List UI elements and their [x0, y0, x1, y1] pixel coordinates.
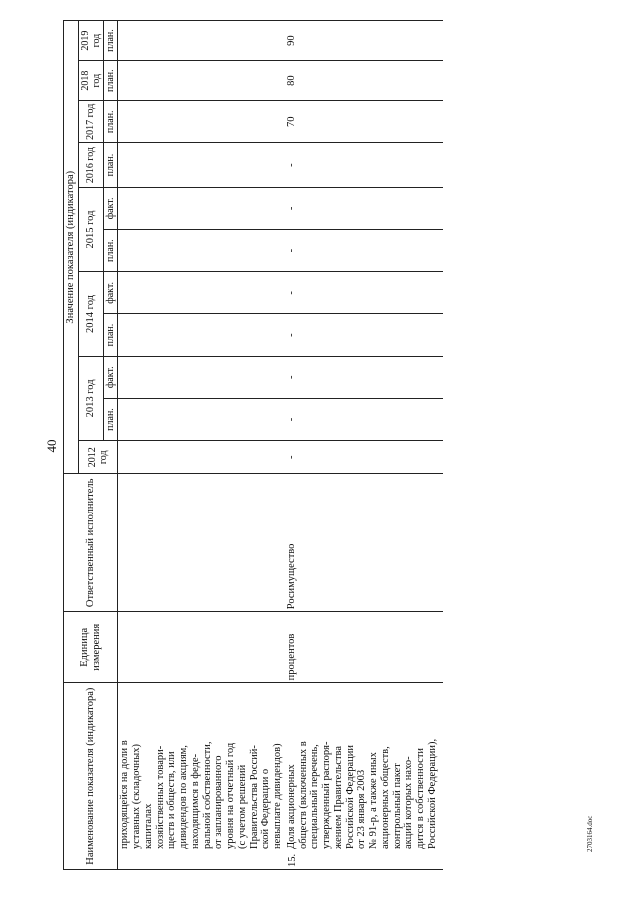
header-2019: 2019 год — [78, 21, 103, 61]
header-2015: 2015 год — [78, 187, 103, 271]
value-2014-fact: - — [285, 272, 443, 314]
indicator-name-15: 15. Доля акционерных обществ (включенных в специальный перечень, утвержденный распоря- жением Правительства Российской Федерации от 23 января 2003 № 91-р, а также иных акционерных обществ, контрольный пакет акций которых нахо- дится в собственности Российской Федерации), — [285, 683, 443, 870]
footer-doc-name: 2703164.doc — [586, 815, 594, 852]
value-2014-plan: - — [285, 314, 443, 356]
header-2018: 2018 год — [78, 61, 103, 101]
header-2014-fact: факт. — [104, 272, 118, 314]
indicators-table — [63, 20, 443, 870]
header-2015-fact: факт. — [104, 187, 118, 229]
header-2013-plan: план. — [104, 398, 118, 440]
header-2013: 2013 год — [78, 356, 103, 440]
page-number: 40 — [44, 439, 59, 453]
value-2015-fact: - — [285, 187, 443, 229]
executor-cell: Росимущество — [285, 474, 443, 612]
header-value-group: Значение показателя (индикатора) — [64, 21, 79, 474]
header-2015-plan: план. — [104, 230, 118, 272]
value-2013-fact: - — [285, 356, 443, 398]
value-2016-plan: - — [285, 143, 443, 187]
header-2014: 2014 год — [78, 272, 103, 356]
rotated-table-container — [63, 20, 553, 870]
header-2016: 2016 год — [78, 143, 103, 187]
header-2017-plan: план. — [104, 101, 118, 143]
header-2019-plan: план. — [104, 21, 118, 61]
header-2012: 2012 год — [78, 441, 118, 474]
header-executor: Ответственный исполнитель — [64, 474, 118, 612]
value-2012: - — [285, 441, 443, 474]
header-2018-plan: план. — [104, 61, 118, 101]
header-2016-plan: план. — [104, 143, 118, 187]
unit-cell: процентов — [285, 612, 443, 683]
table-row-15 — [285, 21, 443, 870]
value-2019-plan: 90 — [285, 21, 443, 61]
table-row-continuation — [118, 21, 285, 870]
row-number: 15. — [286, 853, 298, 867]
value-2017-plan: 70 — [285, 101, 443, 143]
header-2014-plan: план. — [104, 314, 118, 356]
value-2015-plan: - — [285, 230, 443, 272]
header-unit: Единица измерения — [64, 612, 118, 683]
value-2018-plan: 80 — [285, 61, 443, 101]
header-2017: 2017 год — [78, 101, 103, 143]
header-2013-fact: факт. — [104, 356, 118, 398]
indicator-name-continued: приходящейся на доли в уставных (складочных) капиталах хозяйственных товари- ществ и обществ, или дивидендов по акциям, находящимся в феде- ральной собственности, от запланированного уровня на отчетный год (с учетом решений Правительства Россий- ской Федерации о невыплате дивидендов) — [118, 683, 285, 870]
header-name: Наименование показателя (индикатора) — [64, 683, 118, 870]
value-2013-plan: - — [285, 398, 443, 440]
